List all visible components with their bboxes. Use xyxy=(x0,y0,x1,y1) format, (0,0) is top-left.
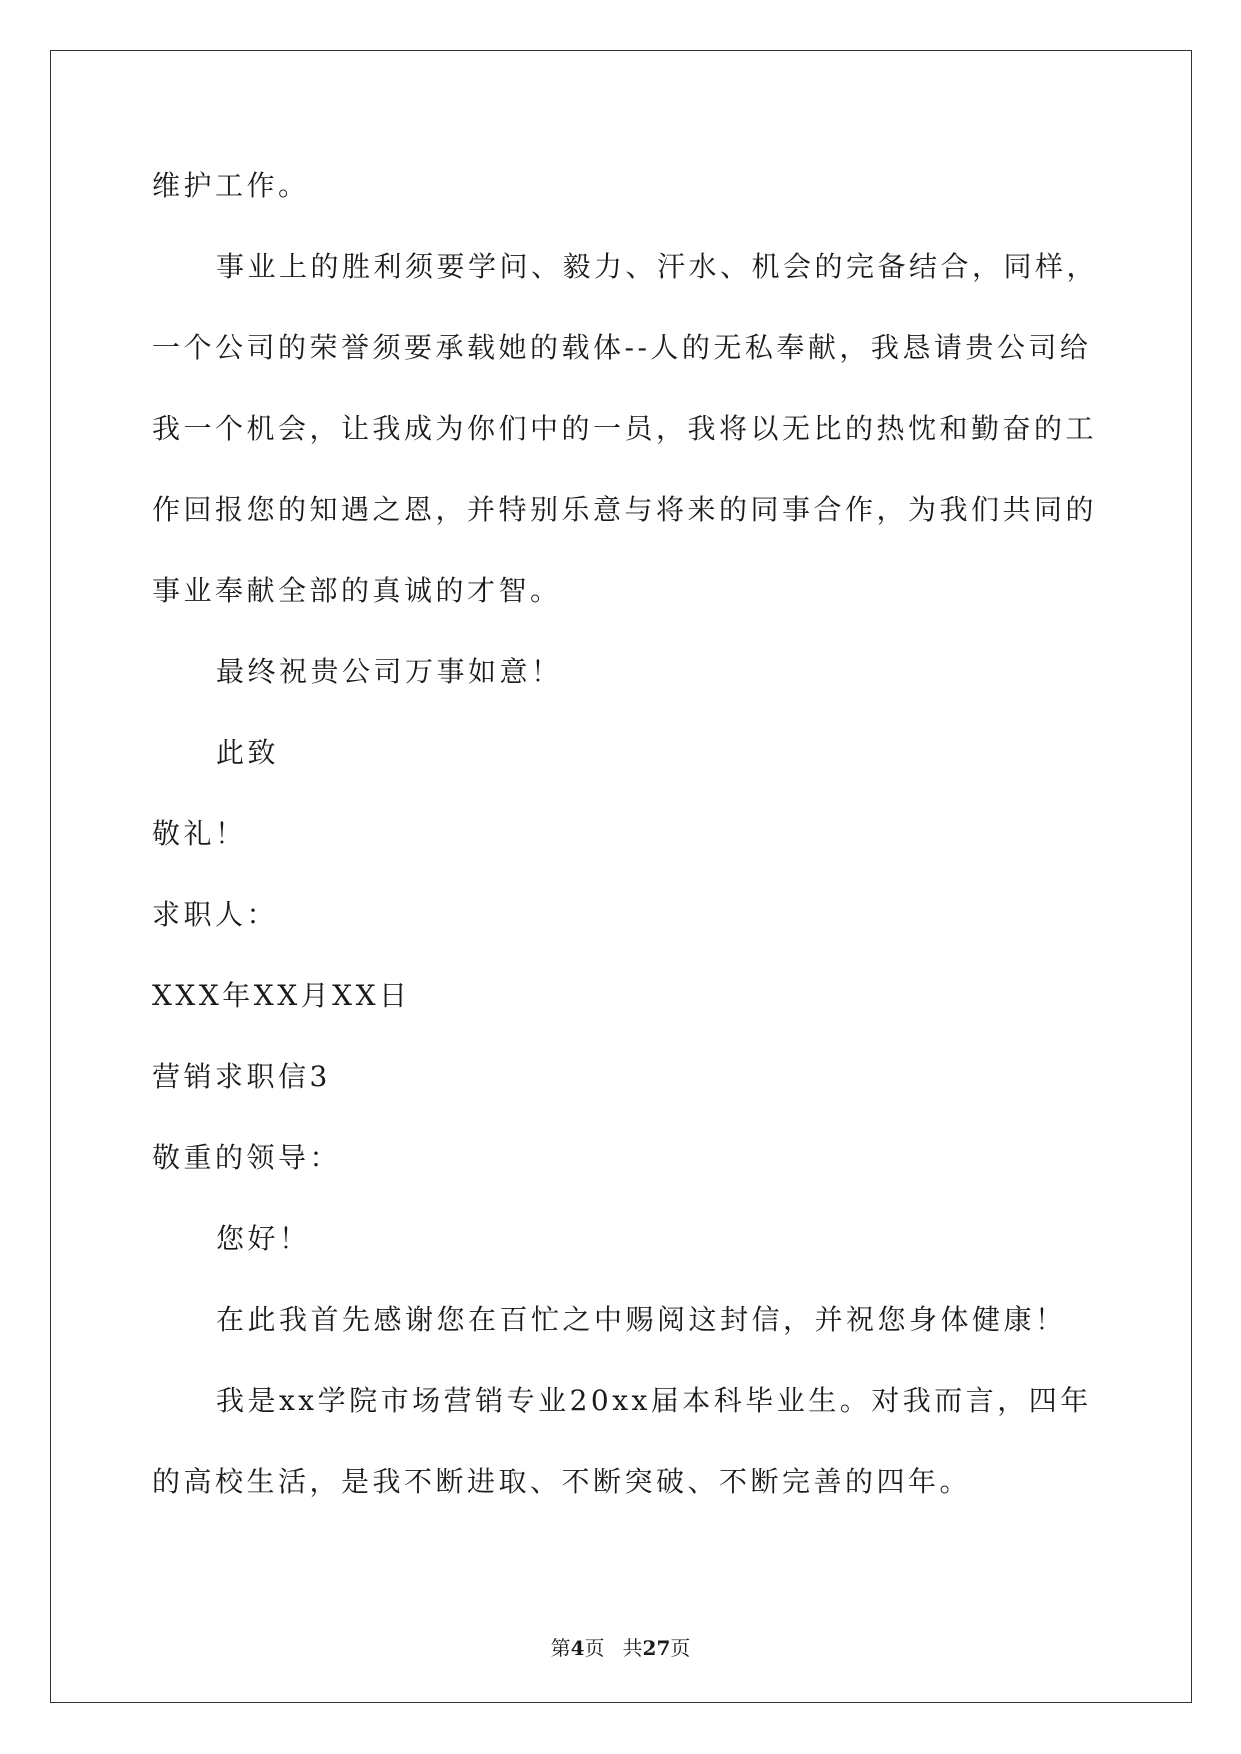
total-pages: 27 xyxy=(642,1636,671,1660)
greeting: 敬重的领导： xyxy=(152,1141,342,1174)
total-prefix: 共 xyxy=(622,1636,643,1660)
page-number: 4 xyxy=(570,1636,585,1660)
text-line: 事业上的胜利须要学问、毅力、汗水、机会的完备结合，同样， xyxy=(216,250,1099,283)
page-suffix: 页 xyxy=(584,1636,605,1660)
page-border xyxy=(50,50,1192,1703)
page-prefix: 第 xyxy=(550,1636,571,1660)
total-suffix: 页 xyxy=(670,1636,691,1660)
text-line: 维护工作。 xyxy=(152,169,310,202)
section-heading: 营销求职信3 xyxy=(152,1060,331,1093)
signature-label: 求职人： xyxy=(152,898,279,931)
text-line: 我是xx学院市场营销专业20xx届本科毕业生。对我而言，四年 xyxy=(216,1384,1092,1417)
text-line: 我一个机会，让我成为你们中的一员，我将以无比的热忱和勤奋的工 xyxy=(152,412,1098,445)
page-footer xyxy=(0,1632,1241,1661)
closing-salutation: 此致 xyxy=(216,736,280,769)
text-line: 最终祝贵公司万事如意！ xyxy=(216,655,563,688)
text-line: 一个公司的荣誉须要承载她的载体--人的无私奉献，我恳请贵公司给 xyxy=(152,331,1092,364)
text-line: 的高校生活，是我不断进取、不断突破、不断完善的四年。 xyxy=(152,1465,972,1498)
text-line: 在此我首先感谢您在百忙之中赐阅这封信，并祝您身体健康！ xyxy=(216,1303,1067,1336)
date-line: XXX年XX月XX日 xyxy=(152,979,411,1012)
text-line: 事业奉献全部的真诚的才智。 xyxy=(152,574,562,607)
text-line: 您好！ xyxy=(216,1222,311,1255)
closing-regards: 敬礼！ xyxy=(152,817,247,850)
text-line: 作回报您的知遇之恩，并特别乐意与将来的同事合作，为我们共同的 xyxy=(152,493,1098,526)
